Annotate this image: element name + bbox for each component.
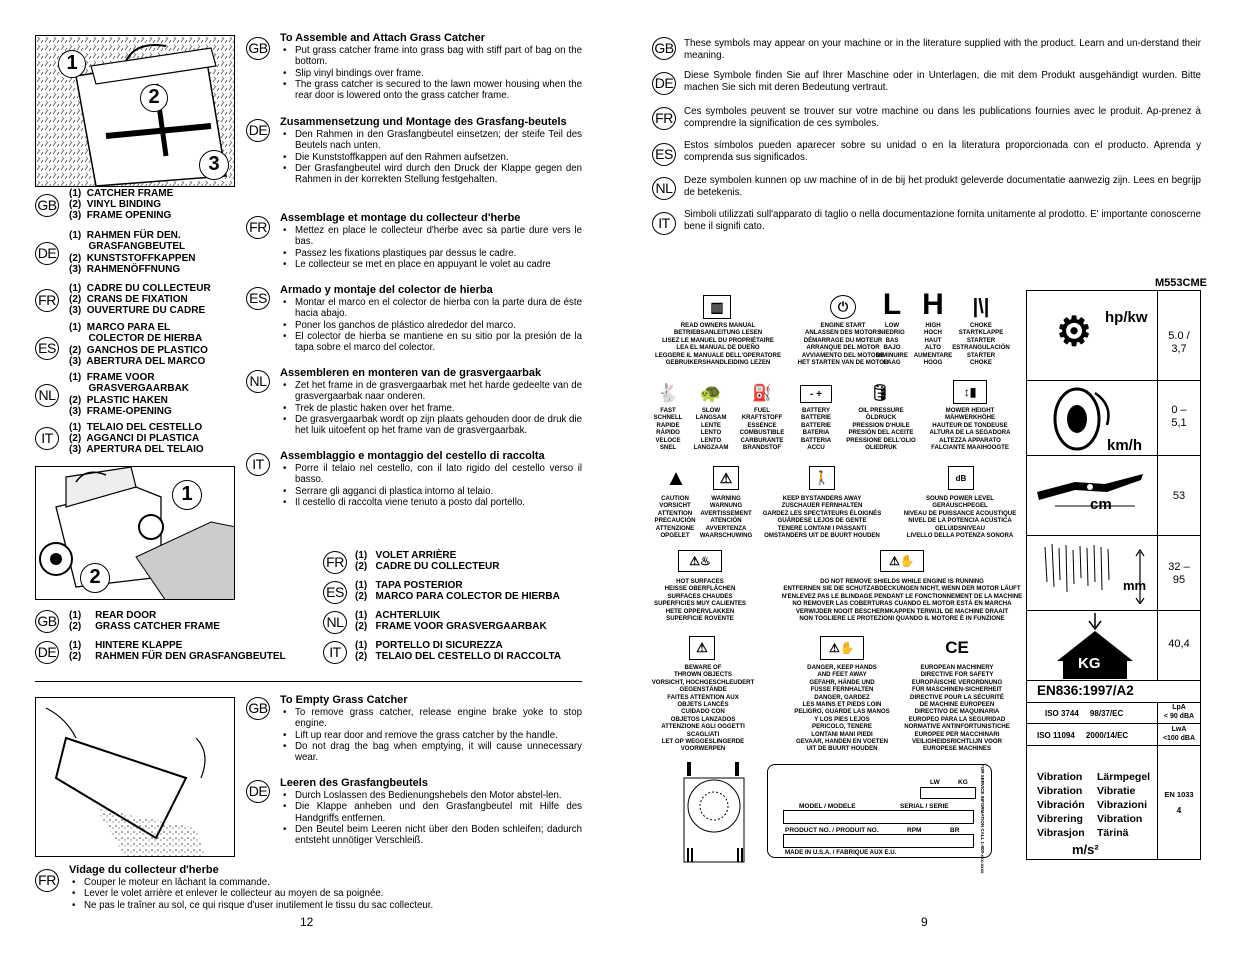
- figure-number-3: 3: [199, 150, 229, 180]
- choke-icon: |\|: [972, 295, 990, 318]
- bullet-item: • Durch Loslassen des Bedienungshebels den Motor abstel-len.: [280, 790, 582, 801]
- lang-flag-es: ES: [246, 287, 270, 310]
- legend-item: (2) RAHMEN FÜR DEN GRASFANGBEUTEL: [69, 651, 286, 662]
- legend-item: (1) PORTELLO DI SICUREZZA: [355, 640, 503, 651]
- fuel-icon: ⛽: [752, 385, 772, 402]
- symbol-label-oil-pressure: OIL PRESSURE ÖLDRUCK PRESSION D'HUILE PRESIÓN DEL ACEITE PRESSIONE DELL'OLIO OLIEDRUK: [846, 407, 916, 452]
- bullet-item: • Le collecteur se met en place en appuyant le volet au cadre: [280, 259, 582, 270]
- vib-unit: m/s²: [1072, 842, 1099, 857]
- figure-rear-door: [35, 466, 235, 600]
- bullet-item: • Put grass catcher frame into grass bag with stiff part of bag on the bottom.: [280, 45, 582, 68]
- legend-item: (1) CATCHER FRAME: [69, 188, 174, 199]
- symbol-label-shields: DO NOT REMOVE SHIELDS WHILE ENGINE IS RUNNING ENTFERNEN SIE DIE SCHUTZABDECKUNGEN NICHT, WENN DER MOTOR LÄUFT N'ENLEVEZ PAS LE BLINDAGE PENDANT LE FONCTIONNEMENT DE LA MACHINE NO REMOVER LAS COBERTURAS CUANDO EL MOTOR ESTÁ EN MARCHA VERWIJDER NOOIT BESCHERMKAPPEN TERWIJL DE MACHINE DRAAIT NON TOGLIERE LE PROTEZIONI QUANDO IL MOTORE È IN FUNZIONE: [781, 578, 1023, 623]
- assemble-section-de: [280, 116, 582, 185]
- lang-flag-nl: NL: [323, 611, 347, 634]
- vib-word: Vibration: [1037, 785, 1083, 797]
- book-icon: ▥: [703, 295, 731, 319]
- intro-text: Diese Symbole finden Sie auf Ihrer Maschine oder in Unterlagen, die mit dem Produkt ausgehändigt wurden. Bitte machen Sie sich mit deren Bedeutung vertraut.: [684, 70, 1201, 93]
- plate-made: MADE IN U.S.A. / FABRIQUE AUX E.U.: [785, 849, 897, 856]
- legend-item: (2) GANCHOS DE PLASTICO: [69, 345, 208, 356]
- legend-item: (2) CADRE DU COLLECTEUR: [355, 561, 500, 572]
- symbol-label-thrown-objects: BEWARE OF THROWN OBJECTS VORSICHT, HOCHGESCHLEUDERT GEGENSTÄNDE FAITES ATTENTION AUX OBJETS LANCÉS CUIDADO CON OBJETOS LANZADOS ATTENZIONE AGLI OGGETTI SCAGLIATI LET OP WEGGESLINGERDE VOORWERPEN: [651, 664, 755, 753]
- symbol-label-fuel: FUEL KRAFTSTOFF ESSENCE COMBUSTIBLE CARBURANTE BRANDSTOF: [739, 407, 785, 452]
- hands-feet-icon: ⚠✋: [820, 636, 864, 660]
- bullet-item: • Poner los ganchos de plástico alrededor del marco.: [280, 320, 582, 331]
- vib-word: Lärmpegel: [1097, 771, 1151, 783]
- section-title: Vidage du collecteur d'herbe: [69, 864, 219, 876]
- symbol-label-sound-power: SOUND POWER LEVEL GERÄUSCHPEGEL NIVEAU DE PUISSANCE ACOUSTIQUE NIVEL DE LA POTENCIA ACÚSTICA GELUIDSNIVEAU LIVELLO DELLA POTENZA SONORA: [903, 495, 1017, 540]
- section-title: Assemblage et montage du collecteur d'herbe: [280, 212, 521, 224]
- bullet-item: • Zet het frame in de grasvergaarbak met het harde gedeelte van de grasvergaarbak naar onderen.: [280, 380, 582, 403]
- plate-br: BR: [950, 827, 960, 834]
- engine-start-icon: ⏻: [830, 295, 856, 319]
- bullet-item: • Den Beutel beim Leeren nicht über den Boden schleifen; dadurch entsteht unnötiger Verschleiß.: [280, 824, 582, 847]
- intro-text: These symbols may appear on your machine or in the literature supplied with the product. Learn and un-derstand their meaning.: [684, 38, 1201, 61]
- intro-text: Deze symbolen kunnen op uw machine of in de bij het produkt geleverde documentatie aanwezig zijn. Lees en begrijp de betekenis.: [684, 175, 1201, 198]
- legend-item: (2) FRAME VOOR GRASVERGAARBAK: [355, 621, 547, 632]
- assemble-section-gb: [280, 32, 582, 101]
- legend-item: (2) CRANS DE FIXATION: [69, 294, 188, 305]
- lang-flag-de: DE: [35, 641, 59, 664]
- legend-item: (1) TELAIO DEL CESTELLO: [69, 422, 203, 433]
- warning-icon: ⚠: [713, 466, 739, 490]
- lang-flag-de: DE: [246, 119, 270, 142]
- plate-model: MODEL / MODELE: [799, 803, 856, 810]
- plate-rpm: RPM: [907, 827, 922, 834]
- section-title: Zusammensetzung und Montage des Grasfang-beutels: [280, 116, 567, 128]
- engine-icon: ⚙: [1056, 310, 1092, 354]
- spec-value: 40,4: [1168, 638, 1190, 650]
- mower-height-icon: ↕▮: [953, 380, 987, 404]
- legend-item: (3) RAHMENÖFFNUNG: [69, 264, 181, 275]
- symbol-label-battery: BATTERY BATTERIE BATTERIE BATERIA BATTERIA ACCU: [800, 407, 832, 452]
- bullet-item: • Do not drag the bag when emptying, it will cause unnecessary wear.: [280, 741, 582, 764]
- vib-word: Vibratie: [1097, 785, 1136, 797]
- lang-flag-es: ES: [323, 581, 347, 604]
- spec-value: 53: [1172, 490, 1186, 502]
- lang-flag-gb: GB: [652, 37, 676, 60]
- spec-label: KG: [1078, 655, 1101, 672]
- hot-surface-icon: ⚠♨: [678, 550, 722, 572]
- page-number: 9: [921, 915, 928, 929]
- sound-power-icon: dB: [948, 466, 974, 490]
- symbol-label-read-manual: READ OWNERS MANUAL BETRIEBSANLEITUNG LESEN LISEZ LE MANUEL DU PROPRIÉTAIRE LEA EL MANUAL DE DUEÑO LEGGERE IL MANUALE DELL'OPERATORE GEBRUIKERSHANDLEIDING LEZEN: [654, 322, 782, 367]
- bullet-item: • Die Kunststoffkappen auf den Rahmen aufsetzen.: [280, 152, 582, 163]
- vib-word: Vibrering: [1037, 813, 1083, 825]
- iso-label: ISO 3744 98/37/EC: [1045, 709, 1124, 718]
- legend-item: (2) GRASS CATCHER FRAME: [69, 621, 220, 632]
- shield-warning-icon: ⚠✋: [880, 550, 924, 572]
- plate-serial: SERIAL / SERIE: [900, 803, 949, 810]
- vib-word: Vibrazioni: [1097, 799, 1147, 811]
- spec-label: cm: [1090, 496, 1112, 513]
- page-number: 12: [300, 915, 314, 929]
- symbol-label-caution: CAUTION VORSICHT ATTENTION PRECAUCIÓN ATTENZIONE OPGELET: [654, 495, 696, 540]
- lang-flag-de: DE: [246, 780, 270, 803]
- empty-section-de: [280, 777, 582, 846]
- symbol-label-low: LOW NIEDRIG BAS BAJO DIMINUIRE LAAG: [876, 322, 908, 367]
- bullet-item: • Lever le volet arrière et enlever le collecteur au moyen de sa poignée.: [69, 888, 582, 899]
- divider: [35, 681, 582, 682]
- low-speed-icon: L: [882, 288, 902, 321]
- legend-item: (3) OUVERTURE DU CADRE: [69, 305, 206, 316]
- empty-section-gb: [280, 694, 582, 763]
- symbol-label-warning: WARNING WARNUNG AVERTISSEMENT ATENCIÓN AVVERTENZA WAARSCHUWING: [699, 495, 753, 540]
- rabbit-icon: 🐇: [656, 382, 680, 403]
- assemble-section-nl: [280, 367, 582, 436]
- grass-height-icon: [1040, 542, 1150, 604]
- plate-product: PRODUCT NO. / PRODUIT NO.: [785, 827, 879, 834]
- figure-number-2: 2: [140, 84, 168, 112]
- symbol-label-hands-feet: DANGER, KEEP HANDS AND FEET AWAY GEFAHR, HÄNDE UND FÜSSE FERNHALTEN DANGER, GARDEZ LES MAINS ET PIEDS LOIN PELIGRO, GUARDE LAS MANOS Y LOS PIES LEJOS PERICOLO, TENERE LONTANI MANI PIEDI GEVAAR, HANDEN EN VOETEN UIT DE BUURT HOUDEN: [794, 664, 890, 753]
- lang-flag-it: IT: [35, 427, 59, 450]
- bullet-item: • Slip vinyl bindings over frame.: [280, 68, 582, 79]
- plate-lw: LW: [930, 779, 940, 786]
- legend-item: (1) REAR DOOR: [69, 610, 157, 621]
- legend-item: (3) FRAME-OPENING: [69, 406, 172, 417]
- section-title: To Assemble and Attach Grass Catcher: [280, 32, 485, 44]
- emptying-illustration: [36, 698, 235, 857]
- intro-text: Simboli utilizzati sull'apparato di taglio o nella documentazione fornita unitamente al prodotto. E' importante conoscerne bene il signifi cato.: [684, 209, 1201, 232]
- ce-mark-icon: CE: [945, 638, 969, 657]
- spec-label: mm: [1123, 578, 1147, 593]
- lang-flag-fr: FR: [652, 107, 676, 130]
- spec-value: 32 – 95: [1168, 561, 1190, 586]
- intro-text: Ces symboles peuvent se trouver sur votre machine ou dans les publications fournies avec le produit. Ap-prenez à comprendre la signification de ces symboles.: [684, 106, 1201, 129]
- section-title: Armado y montaje del colector de hierba: [280, 284, 493, 296]
- caution-icon: ▲: [665, 465, 687, 490]
- vib-value: 4: [1176, 806, 1182, 815]
- lang-flag-nl: NL: [652, 177, 676, 200]
- section-title: Assembleren en monteren van de grasvergaarbak: [280, 367, 542, 379]
- plate-box: [783, 810, 974, 824]
- lang-flag-nl: NL: [246, 370, 270, 393]
- legend-item: (2) AGGANCI DI PLASTICA: [69, 433, 200, 444]
- bullet-item: • Porre il telaio nel cestello, con il lato rigido del cestello verso il basso.: [280, 463, 582, 486]
- assemble-section-it: [280, 450, 582, 508]
- vib-std: EN 1033: [1164, 790, 1194, 799]
- figure-number-1: 1: [172, 480, 202, 510]
- legend-item: (1) CADRE DU COLLECTEUR: [69, 283, 211, 294]
- lang-flag-it: IT: [246, 453, 270, 476]
- assemble-section-es: [280, 284, 582, 353]
- assemble-section-fr: [280, 212, 582, 270]
- section-title: To Empty Grass Catcher: [280, 694, 408, 706]
- lang-flag-de: DE: [652, 72, 676, 95]
- vib-word: Vibración: [1037, 799, 1085, 811]
- bullet-item: • Il cestello di raccolta viene tenuto a posto dal portello.: [280, 497, 582, 508]
- bullet-item: • Ne pas le traîner au sol, ce qui risque d'user inutilement le tissu du sac collecteur.: [69, 900, 582, 911]
- plate-box: [783, 834, 974, 848]
- lang-flag-de: DE: [35, 242, 59, 265]
- section-title: Leeren des Grasfangbeutels: [280, 777, 428, 789]
- lang-flag-fr: FR: [246, 216, 270, 239]
- bullet-item: • Couper le moteur en lâchant la commande.: [69, 877, 582, 888]
- legend-item: (3) ABERTURA DEL MARCO: [69, 356, 206, 367]
- bullet-item: • The grass catcher is secured to the lawn mower housing when the rear door is lowered onto the grass catcher frame.: [280, 79, 582, 102]
- spec-value: 0 – 5,1: [1171, 404, 1187, 429]
- lang-flag-fr: FR: [35, 869, 59, 892]
- legend-item: (2) PLASTIC HAKEN: [69, 395, 168, 406]
- lang-flag-gb: GB: [35, 194, 59, 217]
- bullet-item: • Montar el marco en el colector de hierba con la parte dura de éste hacia abajo.: [280, 297, 582, 320]
- bullet-item: • To remove grass catcher, release engine brake yoke to stop engine.: [280, 707, 582, 730]
- vib-word: Tärinä: [1097, 827, 1129, 839]
- bullet-item: • Trek de plastic haken over het frame.: [280, 403, 582, 414]
- spec-value: 5.0 / 3,7: [1168, 330, 1190, 355]
- lang-flag-gb: GB: [246, 37, 270, 60]
- rear-door-illustration: [36, 467, 235, 600]
- lang-flag-es: ES: [35, 337, 59, 360]
- high-speed-icon: H: [922, 288, 944, 321]
- legend-item: (1) TAPA POSTERIOR: [355, 580, 463, 591]
- bullet-item: • Serrare gli agganci di plastica intorno al telaio.: [280, 486, 582, 497]
- turtle-icon: 🐢: [699, 382, 723, 403]
- legend-item: (2) VINYL BINDING: [69, 199, 162, 210]
- bullet-item: • Die Klappe anheben und den Grasfangbeutel mit Hilfe des Handgriffs entfernen.: [280, 801, 582, 824]
- bullet-item: • Den Rahmen in den Grasfangbeutel einsetzen; der steife Teil des Beutels nach unten.: [280, 129, 582, 152]
- legend-item: (1) FRAME VOOR GRASVERGAARBAK: [69, 372, 190, 395]
- intro-text: Estos símbolos pueden aparecer sobre su unidad o en la literatura proporcionada con el producto. Aprenda y comprenda sus significados.: [684, 140, 1201, 163]
- lang-flag-fr: FR: [35, 289, 59, 312]
- battery-icon: - +: [800, 385, 832, 403]
- empty-section-fr: [69, 864, 582, 911]
- plate-kg: KG: [958, 779, 968, 786]
- bullet-item: • El colector de hierba se mantiene en su sitio por la presión de la tapa sobre el marco del colector.: [280, 331, 582, 354]
- bullet-item: • De grasvergaarbak wordt op zijn plaats gehouden door de druk die het luik uitoefent op het frame van de grasvergaarbak.: [280, 414, 582, 437]
- spec-label: hp/kw: [1105, 309, 1148, 326]
- figure-number-1: 1: [58, 50, 86, 78]
- mower-top-view-illustration: [660, 762, 770, 864]
- lang-flag-es: ES: [652, 143, 676, 166]
- lang-flag-it: IT: [323, 641, 347, 664]
- symbol-label-mower-height: MOWER HEIGHT MÄHWERKHÖHE HAUTEUR DE TONDEUSE ALTURA DE LA SEGADORA ALTEZZA APPARATO FALCIANTE MAAIHOOGTE: [929, 407, 1011, 452]
- lang-flag-nl: NL: [35, 384, 59, 407]
- legend-item: (3) APERTURA DEL TELAIO: [69, 444, 204, 455]
- iso-label: ISO 11094 2000/14/EC: [1037, 731, 1129, 740]
- symbol-label-hot-surfaces: HOT SURFACES HEISSE OBERFLÄCHEN SURFACES CHAUDES SUPERFICIES MUY CALIENTES HETE OPPERVLAKKEN SUPERFICIE ROVENTE: [654, 578, 746, 623]
- legend-item: (2) KUNSTSTOFFKAPPEN: [69, 253, 196, 264]
- legend-item: (1) HINTERE KLAPPE: [69, 640, 183, 651]
- bullet-item: • Lift up rear door and remove the grass catcher by the handle.: [280, 730, 582, 741]
- legend-item: (2) MARCO PARA COLECTOR DE HIERBA: [355, 591, 560, 602]
- bullet-item: • Passez les fixations plastiques par dessus le cadre.: [280, 248, 582, 259]
- bystanders-icon: 🚶: [809, 466, 835, 490]
- symbol-label-high: HIGH HOCH HAUT ALTO AUMENTARE HOOG: [913, 322, 953, 367]
- figure-empty-catcher: [35, 697, 235, 857]
- lang-flag-it: IT: [652, 212, 676, 235]
- vib-word: Vibrasjon: [1037, 827, 1085, 839]
- symbol-label-bystanders: KEEP BYSTANDERS AWAY ZUSCHAUER FERNHALTEN GARDEZ LES SPECTATEURS ÉLOIGNÉS GUÁRDESE LEJOS DE GENTE TENERE LONTANI I PASSANTI OMSTANDERS UIT DE BUURT HOUDEN: [762, 495, 882, 540]
- standard-title: EN836:1997/A2: [1037, 683, 1134, 698]
- legend-item: (1) RAHMEN FÜR DEN. GRASFANGBEUTEL: [69, 230, 186, 253]
- vib-word: Vibration: [1097, 813, 1143, 825]
- bullet-item: • Der Grasfangbeutel wird durch den Druck der Klappe gegen den Rahmen in der korrekten Stellung festgehalten.: [280, 163, 582, 186]
- plate-side-text: FOR SERVICE INFORMATION CALL 1-800-xxx-xxxx: [980, 764, 985, 874]
- iso-value: LwA <100 dBA: [1162, 726, 1196, 742]
- symbol-label-slow: SLOW LANGSAM LENTE LENTO LENTO LANGZAAM: [693, 407, 729, 452]
- legend-item: (1) VOLET ARRIÈRE: [355, 550, 457, 561]
- lang-flag-gb: GB: [35, 610, 59, 633]
- iso-value: LpA < 90 dBA: [1163, 704, 1195, 720]
- wheel-icon: [1045, 385, 1115, 453]
- legend-item: (2) TELAIO DEL CESTELLO DI RACCOLTA: [355, 651, 562, 662]
- oil-can-icon: 🛢: [869, 385, 891, 402]
- model-number: M553CME: [1155, 277, 1207, 289]
- vib-word: Vibration: [1037, 771, 1083, 783]
- symbol-label-fast: FAST SCHNELL RAPIDE RÁPIDO VELOCE SNEL: [653, 407, 683, 452]
- symbol-label-choke: CHOKE STARTKLAPPE STARTER ESTRANGULACIÓN STARTER CHOKE: [952, 322, 1010, 367]
- bullet-item: • Mettez en place le collecteur d'herbe avec sa partie dure vers le bas.: [280, 225, 582, 248]
- symbol-label-ce: EUROPEAN MACHINERY DIRECTIVE FOR SAFETY EUROPÄISCHE VERORDNUNG FÜR MASCHINEN-SICHERHEIT DIRECTIVE POUR LA SÉCURITÉ DE MACHINE EUROPEEN DIRECTIVO DE MAQUINARIA EUROPEO PARA LA SEGURIDAD NORMATIVE ANTINFORTUNISTICHE EUROPEE PER MACCHINARI VEILIGHEIDSRICHTLIJN VOOR EUROPESE MACHINES: [904, 664, 1010, 753]
- legend-item: (3) FRAME OPENING: [69, 210, 172, 221]
- spec-label: km/h: [1107, 437, 1143, 454]
- section-title: Assemblaggio e montaggio del cestello di raccolta: [280, 450, 545, 462]
- figure-number-2: 2: [80, 563, 110, 593]
- lang-flag-fr: FR: [323, 551, 347, 574]
- thrown-objects-icon: ⚠: [689, 636, 715, 660]
- plate-box: [920, 787, 976, 799]
- lang-flag-gb: GB: [246, 697, 270, 720]
- legend-item: (1) ACHTERLUIK: [355, 610, 441, 621]
- symbol-label-engine-start: ENGINE START ANLASSEN DES MOTORS DÉMARRAGE DU MOTEUR ARRANQUE DEL MOTOR AVVIAMENTO DEL MOTORE HET STARTEN VAN DE MOTOR: [797, 322, 889, 367]
- column-divider: [1157, 746, 1158, 860]
- legend-item: (1) MARCO PARA EL COLECTOR DE HIERBA: [69, 322, 203, 345]
